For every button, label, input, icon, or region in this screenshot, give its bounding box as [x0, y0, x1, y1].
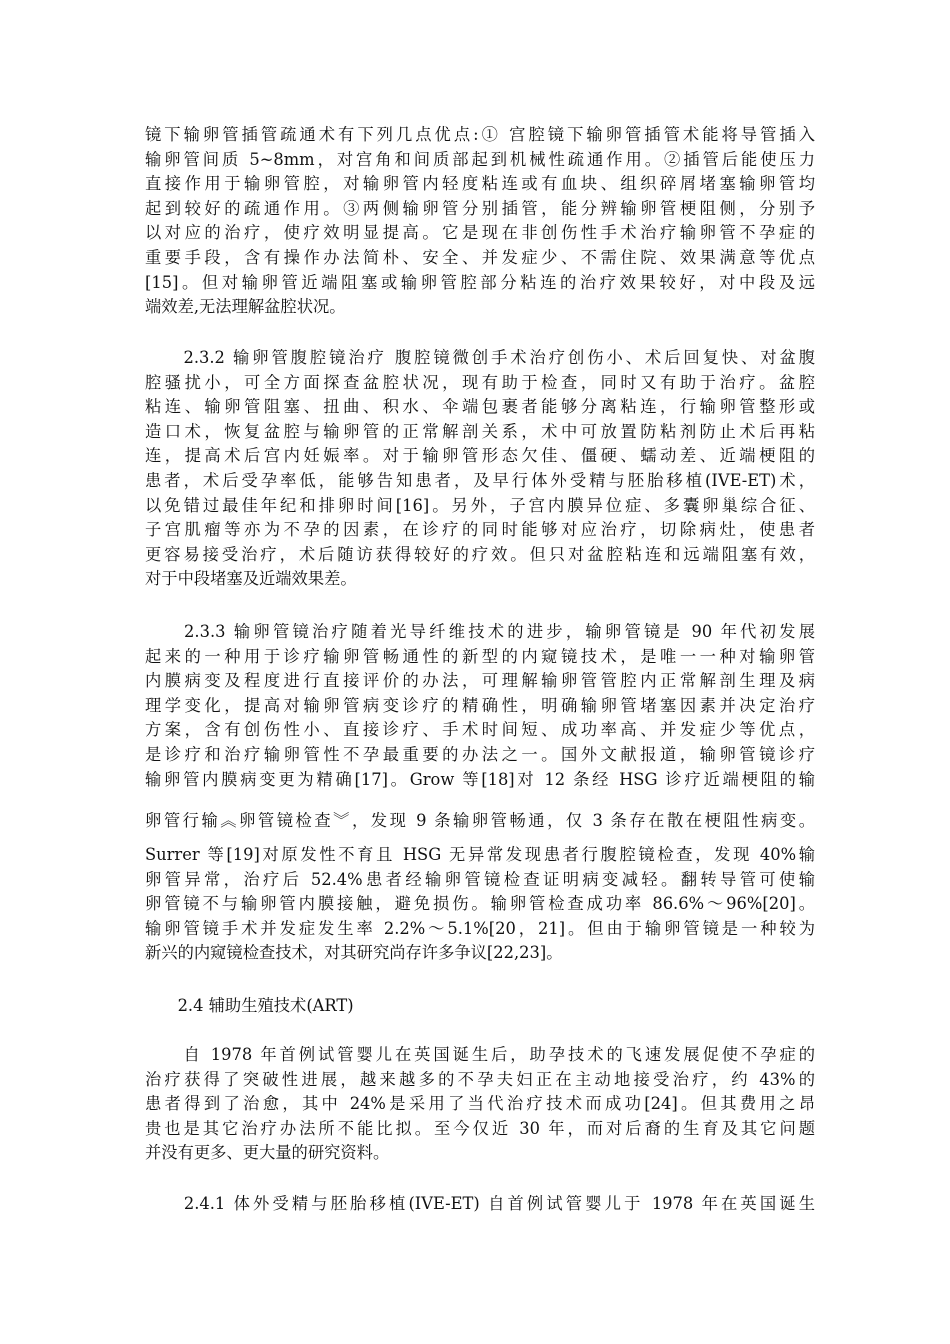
text-line: 重要手段，含有操作办法简朴、安全、并发症少、不需住院、效果满意等优点 [145, 247, 815, 267]
text-line: 卵管镜不与输卵管内膜接触，避免损伤。输卵管检查成功率 86.6%～96%[20]。 [145, 894, 815, 914]
text-line: 输卵管镜手术并发症发生率 2.2%～5.1%[20，21]。但由于输卵管镜是一种较为 [145, 918, 815, 938]
text-line: 输卵管间质 5~8mm，对宫角和间质部起到机械性疏通作用。②插管后能使压力 [145, 149, 815, 169]
text-line: 治疗获得了突破性进展，越来越多的不孕夫妇正在主动地接受治疗，约 43%的 [145, 1069, 815, 1089]
text-line: 并没有更多、更大量的研究资料。 [145, 1143, 390, 1163]
paragraph-surrer-study [145, 843, 815, 966]
text-line: 2.3.3 输卵管镜治疗随着光导纤维技术的进步，输卵管镜是 90 年代初发展 [145, 622, 815, 641]
text-line: 患者，术后受孕率低，能够告知患者，及早行体外受精与胚胎移植(IVE-ET)术， [145, 470, 815, 490]
text-line: 粘连、输卵管阻塞、扭曲、积水、伞端包裹者能够分离粘连，行输卵管整形或 [145, 397, 815, 417]
text-line: 起到较好的疏通作用。③两侧输卵管分别插管，能分辨输卵管梗阻侧，分别予 [145, 198, 815, 218]
section-heading-art [145, 994, 815, 1019]
paragraph-falloposcopy-treatment [145, 620, 815, 792]
text-line: 自 1978 年首例试管婴儿在英国诞生后，助孕技术的飞速发展促使不孕症的 [145, 1045, 815, 1064]
paragraph-falloposcopy-findings [145, 809, 815, 834]
text-line: Surrer 等[19]对原发性不育且 HSG 无异常发现患者行腹腔镜检查，发现 40%输 [145, 845, 815, 864]
paragraph-laparoscopy-treatment [145, 346, 815, 592]
text-line: 2.4 辅助生殖技术(ART) [145, 996, 354, 1015]
text-line: 造口术，恢复盆腔与输卵管的正常解剖关系，术中可放置防粘剂防止术后再粘 [145, 421, 815, 441]
text-line: 是诊疗和治疗输卵管性不孕最重要的办法之一。国外文献报道，输卵管镜诊疗 [145, 744, 815, 764]
text-line: 贵也是其它治疗办法所不能比拟。至今仅近 30 年，而对后裔的生育及其它问题 [145, 1118, 815, 1138]
text-line: 2.3.2 输卵管腹腔镜治疗 腹腔镜微创手术治疗创伤小、术后回复快、对盆腹 [145, 348, 815, 367]
text-line: 直接作用于输卵管腔，对输卵管内轻度粘连或有血块、组织碎屑堵塞输卵管均 [145, 174, 815, 194]
text-line: 2.4.1 体外受精与胚胎移植(IVE-ET) 自首例试管婴儿于 1978 年在英国诞生 [145, 1194, 815, 1213]
text-line: 新兴的内窥镜检查技术，对其研究尚存许多争议[22,23]。 [145, 943, 563, 963]
paragraph-hysteroscopy-advantages [145, 123, 815, 320]
text-line: 更容易接受治疗，术后随访获得较好的疗效。但只对盆腔粘连和远端阻塞有效， [145, 544, 815, 564]
text-line: 对于中段堵塞及近端效果差。 [145, 569, 357, 589]
text-line: 腔骚扰小，可全方面探查盆腔状况，现有助于检查，同时又有助于治疗。盆腔 [145, 372, 815, 392]
text-line: 内膜病变及程度进行直接评价的办法，可理解输卵管管腔内正常解剖生理及病 [145, 671, 815, 691]
text-line: 输卵管内膜病变更为精确[17]。Grow 等[18]对 12 条经 HSG 诊疗近端梗阻的输 [145, 769, 815, 789]
text-line: 理学变化，提高对输卵管病变诊疗的精确性，明确输卵管堵塞因素并决定治疗 [145, 695, 815, 715]
paragraph-ivf-et [145, 1192, 815, 1217]
text-line: 患者得到了治愈，其中 24%是采用了当代治疗技术而成功[24]。但其费用之昂 [145, 1094, 815, 1114]
text-line: 子宫肌瘤等亦为不孕的因素，在诊疗的同时能够对应治疗，切除病灶，使患者 [145, 520, 815, 540]
text-line: 以对应的治疗，使疗效明显提高。它是现在非创伤性手术治疗输卵管不孕症的 [145, 223, 815, 243]
paragraph-art-overview [145, 1043, 815, 1166]
text-line: 连，提高术后宫内妊娠率。对于输卵管形态欠佳、僵硬、蠕动差、近端梗阻的 [145, 446, 815, 466]
text-line: 以免错过最佳年纪和排卵时间[16]。另外，子宫内膜异位症、多囊卵巢综合征、 [145, 495, 815, 515]
text-line: [15]。但对输卵管近端阻塞或输卵管腔部分粘连的治疗效果较好，对中段及远 [145, 272, 815, 292]
text-line: 方案，含有创伤性小、直接诊疗、手术时间短、成功率高、并发症少等优点， [145, 720, 815, 740]
text-line: 镜下输卵管插管疏通术有下列几点优点:① 宫腔镜下输卵管插管术能将导管插入 [145, 125, 815, 144]
text-line: 卵管行输︽卵管镜检查︾，发现 9 条输卵管畅通，仅 3 条存在散在梗阻性病变。 [145, 811, 815, 830]
text-line: 起来的一种用于诊疗输卵管畅通性的新型的内窥镜技术，是唯一一种对输卵管 [145, 646, 815, 666]
text-line: 端效差,无法理解盆腔状况。 [145, 297, 346, 317]
text-line: 卵管异常，治疗后 52.4%患者经输卵管镜检查证明病变减轻。翻转导管可使输 [145, 869, 815, 889]
